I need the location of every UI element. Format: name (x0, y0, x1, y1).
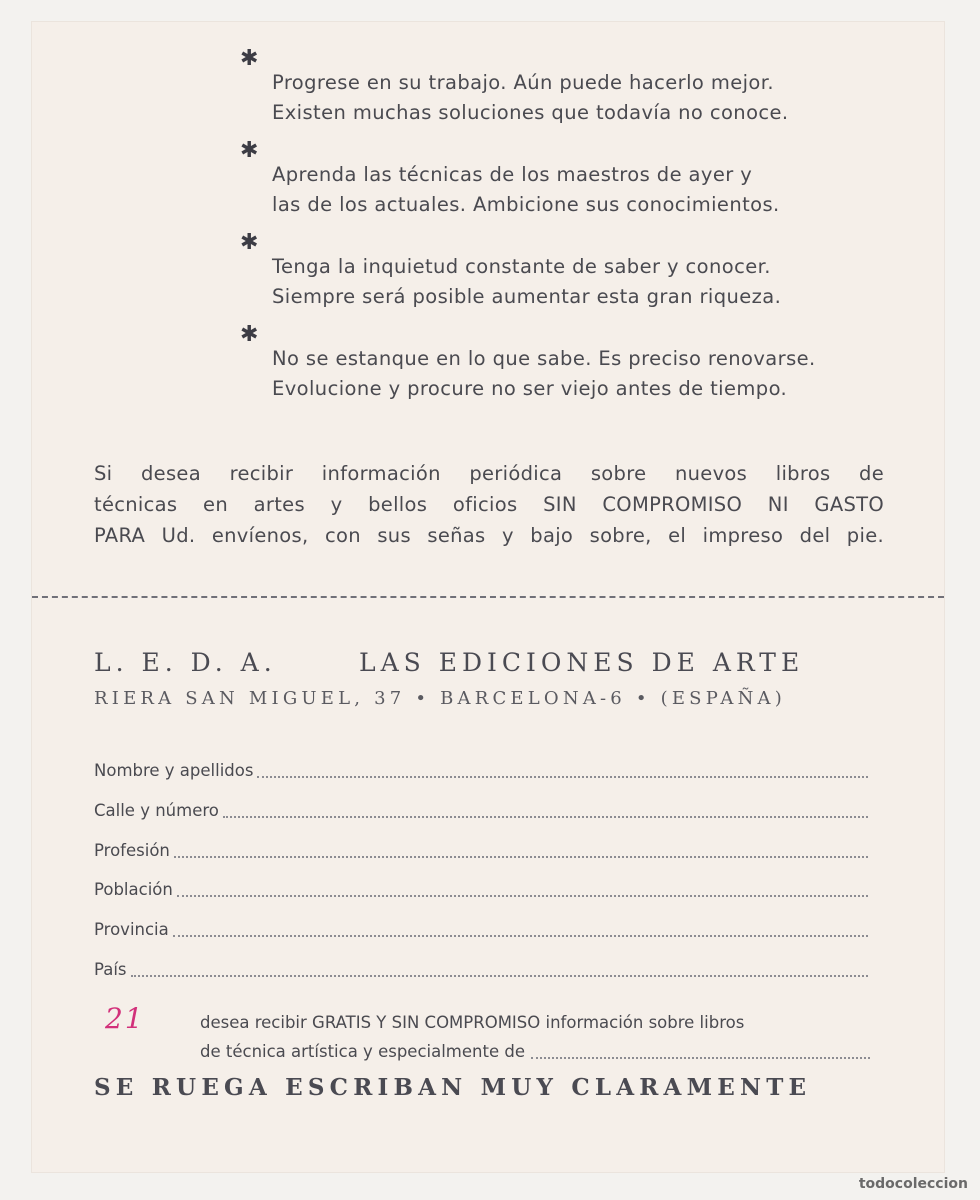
dotted-line (257, 776, 868, 778)
request-text: desea recibir GRATIS Y SIN COMPROMISO información sobre libros (200, 1013, 745, 1032)
bullet-item (240, 232, 880, 324)
watermark: todocoleccion (858, 1176, 968, 1192)
request-field[interactable] (200, 1041, 870, 1063)
asterisk-icon: ✱ (240, 322, 259, 347)
asterisk-icon: ✱ (240, 138, 259, 163)
bullet-text: Aprenda las técnicas de los maestros de ayer y (272, 163, 753, 186)
info-paragraph (94, 458, 884, 551)
bullet-text: Progrese en su trabajo. Aún puede hacerlo mejor. (272, 71, 774, 94)
bullet-list (240, 48, 880, 416)
name-field[interactable] (94, 756, 868, 782)
publisher-name (94, 648, 874, 677)
bullet-text: Existen muchas soluciones que todavía no conoce. (272, 101, 789, 124)
bullet-item (240, 48, 880, 140)
bullet-item (240, 140, 880, 232)
country-field[interactable] (94, 955, 868, 981)
info-line: técnicas en artes y bellos oficios SIN COMPROMISO NI GASTO (94, 493, 884, 516)
province-field[interactable] (94, 915, 868, 941)
write-clearly-notice: SE RUEGA ESCRIBAN MUY CLARAMENTE (94, 1074, 812, 1101)
field-label: Provincia (94, 920, 169, 939)
field-label: Población (94, 880, 173, 899)
info-line: Si desea recibir información periódica sobre nuevos libros de (94, 462, 884, 485)
dotted-line (174, 856, 868, 858)
field-label: Calle y número (94, 801, 219, 820)
field-label: Nombre y apellidos (94, 761, 254, 780)
info-line: PARA Ud. envíenos, con sus señas y bajo sobre, el impreso del pie. (94, 524, 884, 547)
bullet-text: Evolucione y procure no ser viejo antes de tiempo. (272, 377, 788, 400)
publisher-initials: L. E. D. A. (94, 648, 277, 677)
bullet-text: Tenga la inquietud constante de saber y conocer. (272, 255, 771, 278)
bullet-text: No se estanque en lo que sabe. Es preciso renovarse. (272, 347, 816, 370)
field-label: Profesión (94, 841, 170, 860)
bullet-item (240, 324, 880, 416)
asterisk-icon: ✱ (240, 46, 259, 71)
publisher-title: LAS EDICIONES DE ARTE (359, 648, 805, 677)
dotted-line (131, 975, 868, 977)
bullet-text: Siempre será posible aumentar esta gran riqueza. (272, 285, 782, 308)
dotted-line (173, 935, 868, 937)
profession-field[interactable] (94, 836, 868, 862)
dotted-line (531, 1057, 870, 1059)
street-field[interactable] (94, 796, 868, 822)
dotted-line (177, 895, 868, 897)
field-label: País (94, 960, 127, 979)
publisher-address: RIERA SAN MIGUEL, 37 • BARCELONA-6 • (ESPAÑA) (94, 688, 786, 709)
bullet-text: las de los actuales. Ambicione sus conocimientos. (272, 193, 780, 216)
stamped-number: 21 (105, 1002, 145, 1035)
town-field[interactable] (94, 875, 868, 901)
request-text: de técnica artística y especialmente de (200, 1042, 525, 1061)
asterisk-icon: ✱ (240, 230, 259, 255)
dotted-line (223, 816, 868, 818)
cut-line (32, 596, 944, 598)
